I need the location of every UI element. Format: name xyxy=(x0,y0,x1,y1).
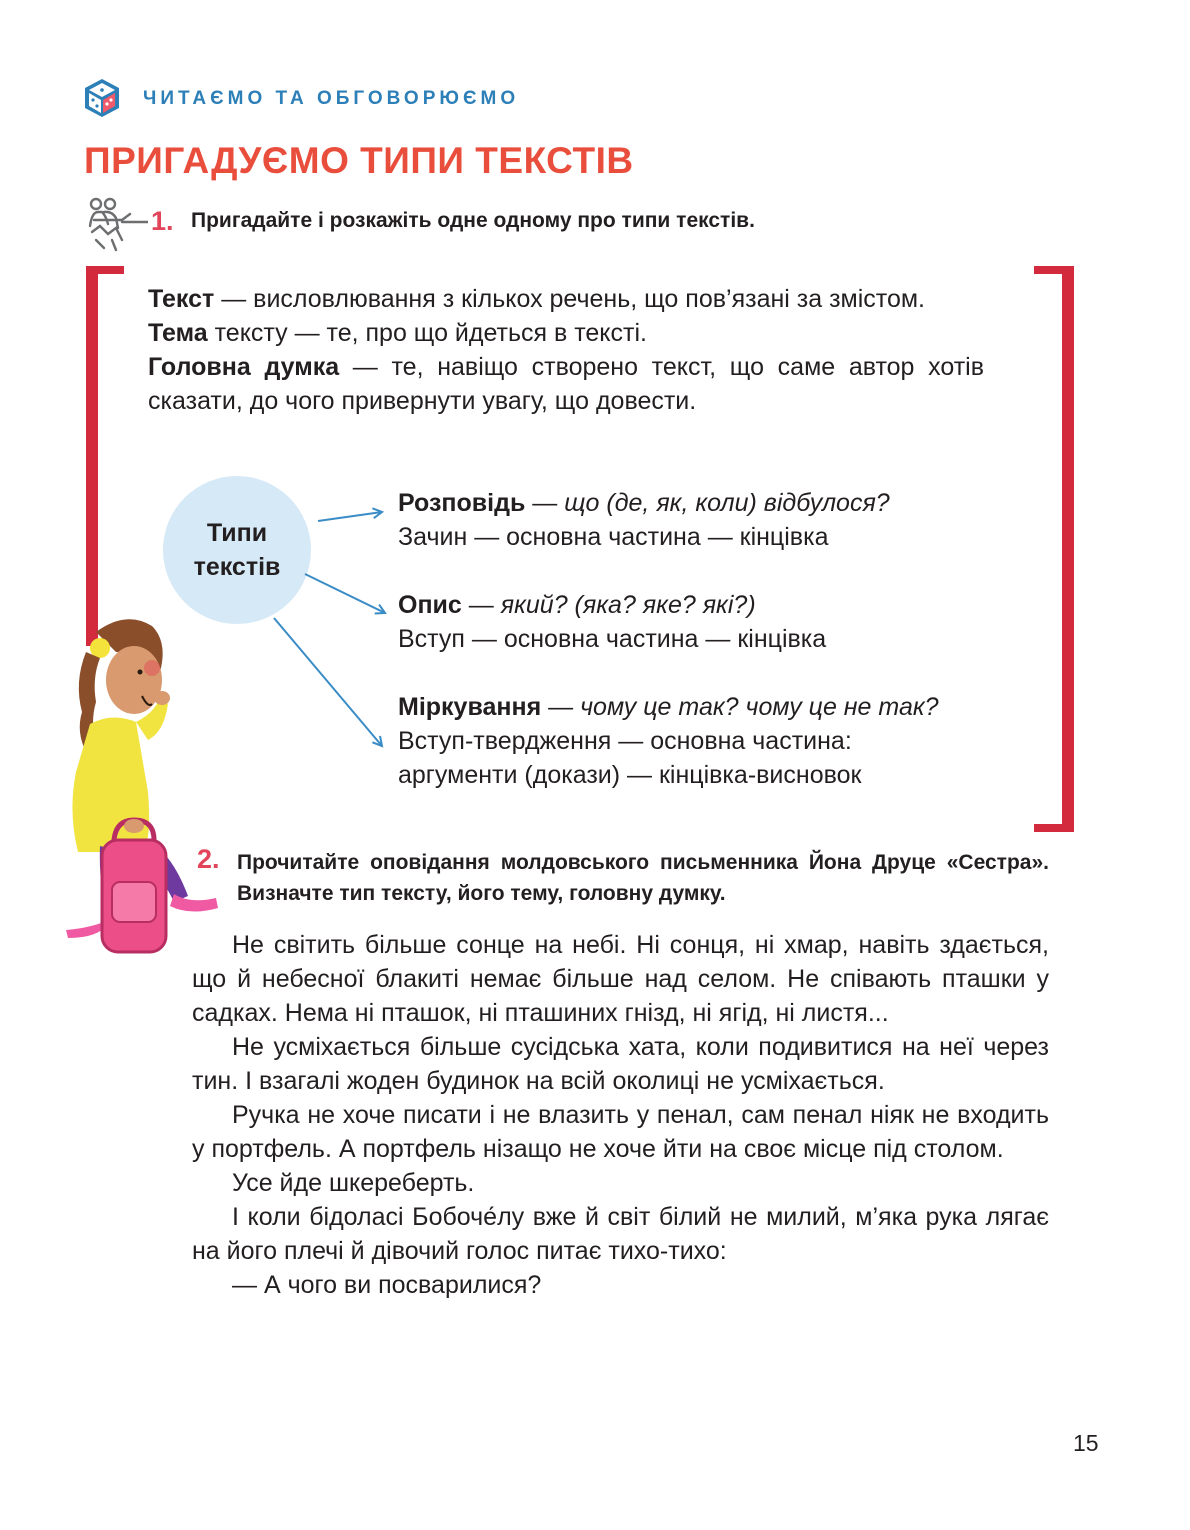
task-2-instruction: Прочитайте оповідання молдовського письменника Йона Друце «Сестра». Визначте тип тексту, його тему, головну думку. xyxy=(237,851,1049,905)
section-label: ЧИТАЄМО ТА ОБГОВОРЮЄМО xyxy=(143,88,520,109)
story-paragraph: Не світить більше сонце на небі. Ні сонця, ні хмар, навіть здається, що й небесної блакиті немає більше над селом. Не співають пташки у садках. Нема ні пташок, ні пташиних гнізд, ні ягід, ні листя... xyxy=(192,931,1049,1027)
story-paragraph: — А чого ви посварилися? xyxy=(232,1271,542,1299)
text-type-question: чому це так? чому це не так? xyxy=(580,693,939,721)
arrow-to-narration xyxy=(318,512,382,521)
right-bracket xyxy=(1062,266,1074,832)
task-2-number: 2. xyxy=(197,844,220,874)
right-bracket-bottom-cap xyxy=(1034,824,1074,832)
definitions-block xyxy=(148,282,984,418)
text-types-circle xyxy=(163,476,311,624)
definition-main-idea xyxy=(148,350,984,418)
definition-body: тексту — те, про що йдеться в тексті. xyxy=(207,319,647,347)
story-paragraph: Не усміхається більше сусідська хата, коли подивитися на неї через тин. І взагалі жоден будинок на всій околиці не усміхається. xyxy=(192,1033,1049,1095)
right-bracket-top-cap xyxy=(1034,266,1074,274)
text-type-description xyxy=(398,588,1038,656)
task-1-number: 1. xyxy=(151,206,174,236)
circle-label-line-1: Типи xyxy=(206,519,268,547)
definition-term: Текст xyxy=(148,285,215,313)
definition-term: Тема xyxy=(148,319,208,347)
circle-label-line-2: текстів xyxy=(193,553,281,581)
definition-text xyxy=(148,282,984,316)
dice-cube-icon xyxy=(84,78,120,118)
story-paragraph: Усе йде шкереберть. xyxy=(232,1169,475,1197)
arrow-to-description xyxy=(305,574,385,613)
text-type-name: Розповідь xyxy=(398,489,526,517)
definition-theme xyxy=(148,316,984,350)
text-type-reasoning xyxy=(398,690,1038,792)
left-bracket-cap xyxy=(86,266,124,274)
definition-body: — висловлювання з кількох речень, що пов’язані за змістом. xyxy=(214,285,925,313)
pair-work-icon xyxy=(86,196,148,252)
text-type-question: що (де, як, коли) відбулося? xyxy=(564,489,890,517)
story-paragraph: І коли бідоласі Бобоче́лу вже й світ білий не милий, м’яка рука лягає на його плечі й дівочий голос питає тихо-тихо: xyxy=(192,1203,1049,1265)
text-type-structure: Вступ-твердження — основна частина: аргументи (докази) — кінцівка-висновок xyxy=(398,727,862,789)
page-title: ПРИГАДУЄМО ТИПИ ТЕКСТІВ xyxy=(84,140,634,181)
girl-with-backpack-illustration xyxy=(56,612,226,962)
text-type-name: Міркування xyxy=(398,693,542,721)
story-text xyxy=(192,928,1049,1302)
story-paragraph: Ручка не хоче писати і не влазить у пенал, сам пенал ніяк не входить у портфель. А портфель нізащо не хоче йти на своє місце під столом. xyxy=(192,1101,1049,1163)
text-type-name: Опис xyxy=(398,591,462,619)
text-type-dash: — xyxy=(525,489,565,517)
text-type-structure: Зачин — основна частина — кінцівка xyxy=(398,523,829,551)
page-number: 15 xyxy=(1073,1430,1099,1456)
arrow-to-reasoning xyxy=(274,618,382,746)
task-1-instruction: Пригадайте і розкажіть одне одному про типи текстів. xyxy=(191,209,755,232)
text-type-dash: — xyxy=(461,591,501,619)
left-bracket xyxy=(86,266,98,646)
text-type-structure: Вступ — основна частина — кінцівка xyxy=(398,625,827,653)
text-type-dash: — xyxy=(541,693,581,721)
definition-term: Головна думка xyxy=(148,353,340,381)
text-type-narration xyxy=(398,486,1038,554)
text-type-question: який? (яка? яке? які?) xyxy=(500,591,756,619)
definition-body: — те, навіщо створено текст, що саме автор хотів сказати, до чого привернути увагу, що довести. xyxy=(148,353,985,415)
